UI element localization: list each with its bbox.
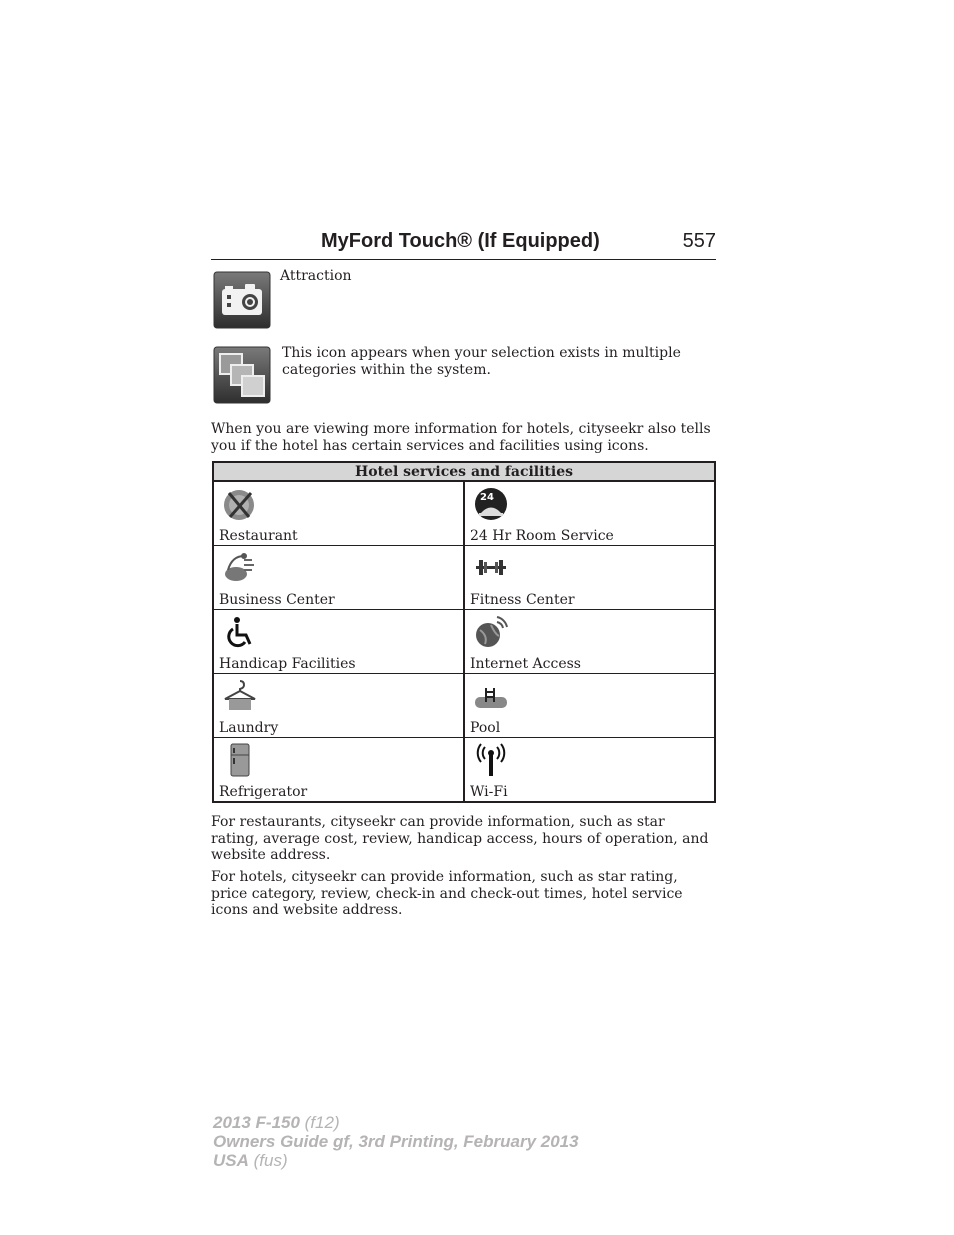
footer-line-3: USA (fus) — [213, 1151, 288, 1170]
facility-label: Laundry — [219, 720, 279, 736]
table-cell — [213, 738, 464, 803]
table-cell — [464, 610, 715, 674]
camera-icon — [213, 271, 271, 329]
hotel-facilities-table — [212, 461, 716, 803]
multiple-categories-text: This icon appears when your selection exists in multiple categories within the system. — [282, 345, 681, 378]
facility-label: 24 Hr Room Service — [470, 528, 614, 544]
room-service-24-icon — [473, 486, 509, 522]
facility-label: Restaurant — [219, 528, 298, 544]
facility-label: Business Center — [219, 592, 335, 608]
table-cell — [464, 738, 715, 803]
facility-label: Internet Access — [470, 656, 581, 672]
table-cell — [213, 481, 464, 546]
facility-label: Fitness Center — [470, 592, 575, 608]
refrigerator-icon — [222, 742, 258, 778]
footer-line-2: Owners Guide gf, 3rd Printing, February 2013 — [213, 1132, 579, 1151]
hotel-info-paragraph: For hotels, cityseekr can provide information, such as star rating, price category, review, check-in and check-out times, hotel service icons and website address. — [211, 869, 683, 918]
facility-label: Wi-Fi — [470, 784, 508, 800]
intro-paragraph: When you are viewing more information for hotels, cityseekr also tells you if the hotel has certain services and facilities using icons. — [211, 421, 711, 454]
table-heading: Hotel services and facilities — [213, 462, 715, 481]
table-cell — [464, 481, 715, 546]
dumbbell-icon — [473, 550, 509, 586]
attraction-label: Attraction — [280, 268, 352, 284]
facility-label: Pool — [470, 720, 501, 736]
facility-label: Refrigerator — [219, 784, 308, 800]
stacked-windows-icon — [213, 346, 271, 404]
wifi-antenna-icon — [473, 742, 509, 778]
page-footer — [213, 1113, 579, 1170]
page-number: 557 — [682, 230, 716, 252]
wheelchair-icon — [222, 614, 258, 650]
restaurant-info-paragraph: For restaurants, cityseekr can provide information, such as star rating, average cost, review, handicap access, hours of operation, and website address. — [211, 814, 709, 863]
table-cell — [464, 546, 715, 610]
table-cell — [213, 546, 464, 610]
room-service-badge-text: 24 — [480, 492, 494, 503]
table-cell — [213, 610, 464, 674]
page-header — [211, 229, 716, 260]
section-title: MyFord Touch® (If Equipped) — [321, 230, 600, 252]
table-cell — [213, 674, 464, 738]
hanger-icon — [222, 678, 258, 714]
table-cell — [464, 674, 715, 738]
restaurant-icon — [222, 486, 258, 522]
footer-line-1: 2013 F-150 (f12) — [213, 1113, 340, 1132]
business-center-icon — [222, 550, 258, 586]
globe-signal-icon — [473, 614, 509, 650]
pool-icon — [473, 678, 509, 714]
facility-label: Handicap Facilities — [219, 656, 356, 672]
